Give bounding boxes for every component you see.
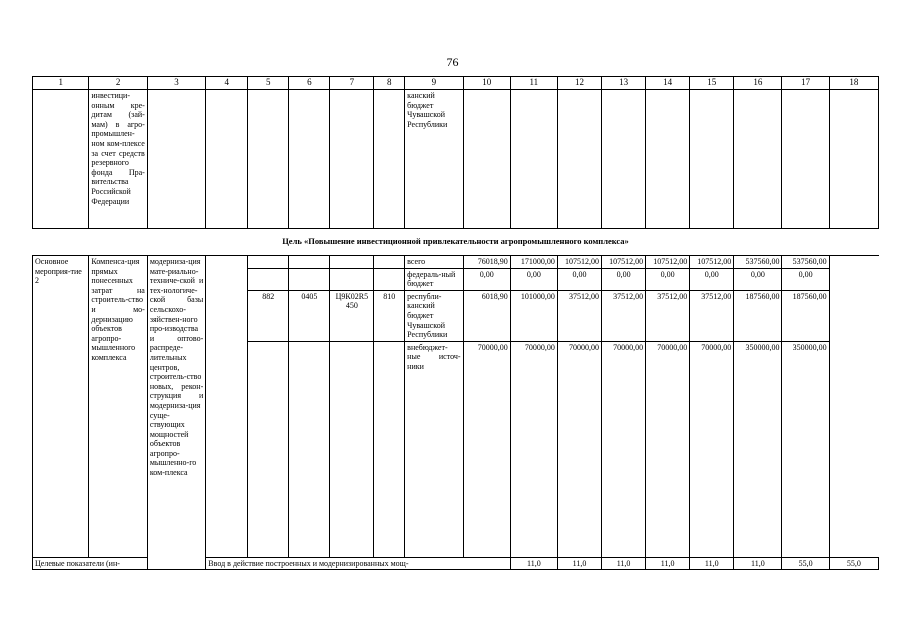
col-header: 9	[405, 77, 463, 90]
funding-source: внебюджет-ные источ-ники	[405, 341, 463, 557]
value-cell: 70000,00	[602, 341, 646, 557]
funding-source: всего	[405, 256, 463, 269]
target-value: 11,0	[734, 557, 782, 570]
value-cell: 187560,00	[782, 290, 829, 341]
value-cell: 70000,00	[510, 341, 557, 557]
continued-measure-name: инвестици-онным кре-дитам (зай-мам) в агро-промышлен-ном ком-плексе за счет средств резервного фонда Пра-вительства Российской Федерации	[89, 90, 147, 229]
col-header: 16	[734, 77, 782, 90]
value-cell: 0,00	[510, 268, 557, 290]
col-header: 2	[89, 77, 147, 90]
measure-result: модерниза-ция мате-риально-техниче-ской и тех-нологиче-ской базы сельскохо-зяйствен-ного про-изводства и оптово-распреде-лительных центров, строитель-ство новых, рекон-струкция и модерниза-ция суще-ствующих мощностей объектов агропро-мышленно-го ком-плекса	[147, 256, 205, 570]
target-value: 55,0	[829, 557, 878, 570]
value-cell: 350000,00	[734, 341, 782, 557]
target-value: 11,0	[690, 557, 734, 570]
value-cell: 107512,00	[557, 256, 601, 269]
col-header: 6	[289, 77, 330, 90]
target-value: 11,0	[646, 557, 690, 570]
value-cell: 0,00	[690, 268, 734, 290]
continued-funding-source: канский бюджет Чувашской Республики	[405, 90, 463, 229]
budget-code-section: 0405	[289, 290, 330, 341]
source-row-total	[33, 256, 879, 269]
value-cell: 107512,00	[646, 256, 690, 269]
budget-code-target: Ц9К02R5 450	[330, 290, 374, 341]
col-header: 15	[690, 77, 734, 90]
value-cell: 70000,00	[463, 341, 510, 557]
budget-code-expense: 810	[374, 290, 405, 341]
value-cell: 0,00	[463, 268, 510, 290]
col-header: 8	[374, 77, 405, 90]
goal-row	[33, 229, 879, 256]
col-header: 17	[782, 77, 829, 90]
col-header: 4	[206, 77, 248, 90]
value-cell: 0,00	[734, 268, 782, 290]
value-cell: 187560,00	[734, 290, 782, 341]
value-cell: 6018,90	[463, 290, 510, 341]
value-cell: 70000,00	[646, 341, 690, 557]
target-value: 55,0	[782, 557, 829, 570]
funding-source: республи-канский бюджет Чувашской Республики	[405, 290, 463, 341]
value-cell: 171000,00	[510, 256, 557, 269]
col-header: 1	[33, 77, 89, 90]
col-header: 5	[248, 77, 289, 90]
col-header: 10	[463, 77, 510, 90]
targets-label: Целевые показатели (ин-	[33, 557, 148, 570]
value-cell: 107512,00	[690, 256, 734, 269]
value-cell: 37512,00	[690, 290, 734, 341]
value-cell: 70000,00	[557, 341, 601, 557]
value-cell: 37512,00	[557, 290, 601, 341]
measure-number: Основное мероприя-тие 2	[33, 256, 89, 558]
measure-name: Компенса-ция прямых понесенных затрат на строитель-ство и мо-дернизацию объектов агропро-мышленного комплекса	[89, 256, 147, 558]
budget-code-grbs: 882	[248, 290, 289, 341]
value-cell: 0,00	[602, 268, 646, 290]
program-table	[32, 76, 879, 570]
col-header: 14	[646, 77, 690, 90]
value-cell: 0,00	[782, 268, 829, 290]
col-header: 3	[147, 77, 205, 90]
value-cell: 101000,00	[510, 290, 557, 341]
value-cell: 537560,00	[734, 256, 782, 269]
value-cell: 0,00	[557, 268, 601, 290]
col-header: 13	[602, 77, 646, 90]
value-cell: 537560,00	[782, 256, 829, 269]
value-cell: 37512,00	[602, 290, 646, 341]
col-header: 7	[330, 77, 374, 90]
value-cell: 76018,90	[463, 256, 510, 269]
col-header: 11	[510, 77, 557, 90]
targets-text: Ввод в действие построенных и модернизированных мощ-	[206, 557, 511, 570]
col-header: 12	[557, 77, 601, 90]
goal-title: Цель «Повышение инвестиционной привлекательности агропромышленного комплекса»	[33, 229, 879, 256]
target-value: 11,0	[557, 557, 601, 570]
continued-row	[33, 90, 879, 229]
header-row	[33, 77, 879, 90]
value-cell: 107512,00	[602, 256, 646, 269]
value-cell: 350000,00	[782, 341, 829, 557]
funding-source: федераль-ный бюджет	[405, 268, 463, 290]
value-cell: 70000,00	[690, 341, 734, 557]
target-value: 11,0	[602, 557, 646, 570]
target-value: 11,0	[510, 557, 557, 570]
page-number: 76	[446, 55, 459, 69]
col-header: 18	[829, 77, 878, 90]
value-cell: 37512,00	[646, 290, 690, 341]
value-cell: 0,00	[646, 268, 690, 290]
